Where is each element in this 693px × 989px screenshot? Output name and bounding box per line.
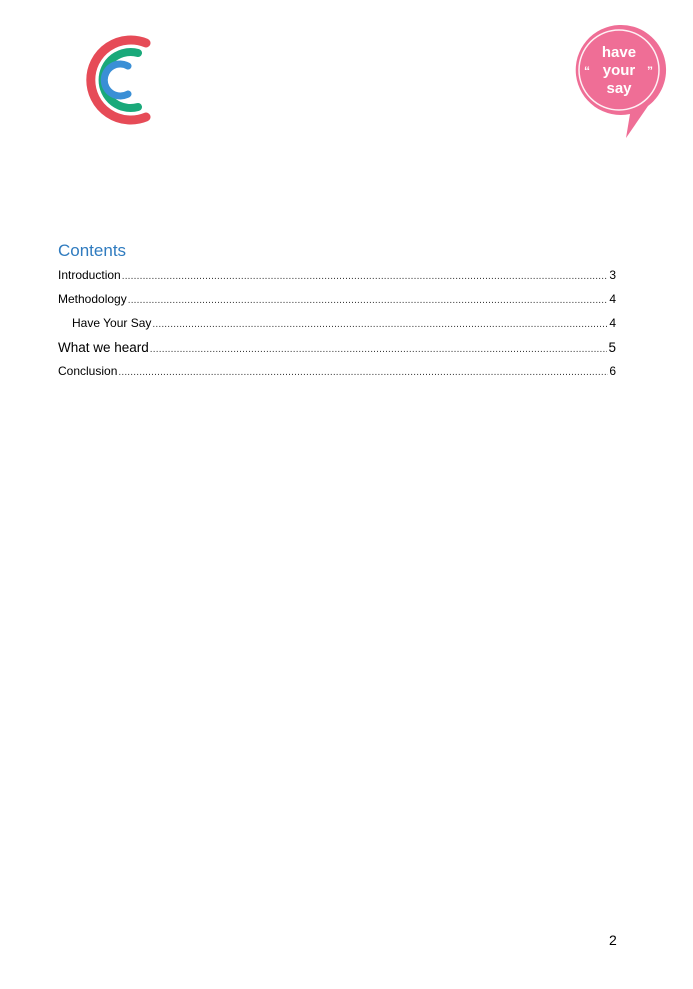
toc-entry-label: What we heard	[58, 340, 149, 355]
toc-dot-leader	[128, 295, 609, 306]
toc-entry-methodology[interactable]	[58, 292, 616, 316]
toc-entry-conclusion[interactable]	[58, 364, 616, 388]
logo-text-line: say	[606, 80, 632, 97]
toc-dot-leader	[118, 367, 608, 378]
concentric-c-logo-icon	[64, 30, 154, 130]
toc-dot-leader	[152, 319, 608, 330]
toc-dot-leader	[122, 271, 609, 282]
toc-entry-page: 6	[609, 364, 616, 378]
toc-entry-introduction[interactable]	[58, 268, 616, 292]
speech-bubble-logo-icon	[570, 22, 668, 140]
toc-entry-have-your-say[interactable]	[58, 316, 616, 340]
toc-entry-page: 5	[608, 340, 616, 355]
toc-title: Contents	[58, 241, 127, 260]
toc-entry-page: 4	[609, 316, 616, 330]
toc-entry-what-we-heard[interactable]	[58, 340, 616, 364]
svg-text:“: “	[584, 64, 590, 78]
logo-text-line: your	[602, 62, 636, 79]
toc-entry-label: Methodology	[58, 292, 127, 306]
toc-entry-page: 3	[609, 268, 616, 282]
toc-entry-label: Introduction	[58, 268, 121, 282]
svg-text:”: ”	[647, 64, 653, 78]
table-of-contents	[58, 240, 616, 388]
toc-dot-leader	[150, 344, 608, 355]
toc-entry-label: Conclusion	[58, 364, 118, 378]
toc-entry-label: Have Your Say	[72, 316, 152, 330]
toc-entry-page: 4	[609, 292, 616, 306]
page-number: 2	[609, 932, 617, 948]
logo-text-line: have	[601, 44, 637, 61]
